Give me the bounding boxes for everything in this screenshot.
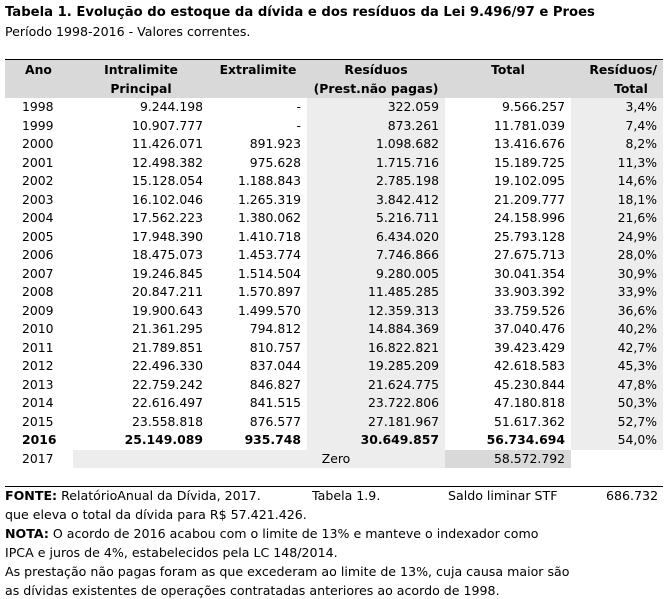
cell-year: 2006 (22, 247, 54, 263)
table-row (5, 413, 663, 432)
table-row (5, 135, 663, 154)
table-subtitle: Período 1998-2016 - Valores correntes. (5, 24, 251, 39)
cell-residuos: 27.181.967 (307, 413, 445, 432)
table-row (5, 265, 663, 284)
cell-residuos: 23.722.806 (307, 394, 445, 413)
fonte-label: FONTE: (5, 488, 58, 503)
cell-total: 56.734.694 (486, 432, 565, 448)
cell-year: 2001 (22, 154, 54, 170)
table-row (5, 302, 663, 321)
cell-residuos: 14.884.369 (307, 320, 445, 339)
cell-extralimite: 837.044 (249, 358, 301, 374)
table-row (5, 283, 663, 302)
cell-total: 27.675.713 (494, 247, 565, 263)
cell-extralimite: - (296, 99, 301, 115)
footer-line-6: as dívidas existentes de operações contratadas anteriores ao acordo de 1998. (5, 583, 500, 598)
cell-residuos-total: 7,4% (571, 117, 663, 136)
cell-total: 11.781.039 (494, 117, 565, 133)
cell-total: 58.572.792 (445, 450, 571, 469)
cell-intralimite: 11.426.071 (132, 136, 203, 152)
table-row (5, 191, 663, 210)
cell-total: 45.230.844 (494, 376, 565, 392)
cell-intralimite: 19.900.643 (132, 302, 203, 318)
cell-residuos: 11.485.285 (307, 283, 445, 302)
cell-extralimite: 1.514.504 (237, 265, 301, 281)
cell-extralimite: 1.570.897 (237, 284, 301, 300)
footer-line-5: As prestação não pagas foram as que excederam ao limite de 13%, cuja causa maior são (5, 564, 570, 579)
table-row (5, 209, 663, 228)
header-total: Total (491, 61, 525, 77)
table-row (5, 376, 663, 395)
cell-extralimite: 846.827 (249, 376, 301, 392)
cell-residuos-total: 11,3% (571, 154, 663, 173)
cell-extralimite: 841.515 (249, 395, 301, 411)
cell-year: 2000 (22, 136, 54, 152)
header-residuos-total: Resíduos/ (589, 61, 657, 77)
cell-extralimite: 1.499.570 (237, 302, 301, 318)
cell-residuos: 19.285.209 (307, 357, 445, 376)
cell-year: 2012 (22, 358, 54, 374)
cell-residuos-total: 14,6% (571, 172, 663, 191)
table-row (5, 339, 663, 358)
cell-intralimite: 21.361.295 (132, 321, 203, 337)
cell-residuos: 9.280.005 (307, 265, 445, 284)
cell-year: 2014 (22, 395, 54, 411)
cell-extralimite: 1.380.062 (237, 210, 301, 226)
cell-residuos-total: 52,7% (571, 413, 663, 432)
table-row (5, 172, 663, 191)
nota-text: O acordo de 2016 acabou com o limite de 13% e manteve o indexador como (48, 526, 539, 541)
cell-intralimite: 17.562.223 (132, 210, 203, 226)
cell-year: 2010 (22, 321, 54, 337)
cell-total: 9.566.257 (501, 99, 565, 115)
cell-total: 47.180.818 (494, 395, 565, 411)
cell-intralimite: 18.475.073 (132, 247, 203, 263)
cell-residuos-total: 8,2% (571, 135, 663, 154)
cell-residuos: 7.746.866 (307, 246, 445, 265)
cell-year: 2002 (22, 173, 54, 189)
cell-residuos-total: 54,0% (571, 431, 663, 450)
cell-total: 42.618.583 (494, 358, 565, 374)
cell-residuos: 1.715.716 (307, 154, 445, 173)
fonte-text: RelatórioAnual da Dívida, 2017. (57, 488, 261, 503)
cell-year: 2015 (22, 413, 54, 429)
table-title: Tabela 1. Evolução do estoque da dívida e dos resíduos da Lei 9.496/97 e Proes (5, 5, 595, 20)
cell-total: 33.759.526 (494, 302, 565, 318)
cell-year: 2011 (22, 339, 54, 355)
header-empty (209, 79, 307, 98)
cell-total: 21.209.777 (494, 191, 565, 207)
table-row (5, 228, 663, 247)
table-row (5, 246, 663, 265)
cell-total: 37.040.476 (494, 321, 565, 337)
cell-residuos: 30.649.857 (307, 431, 445, 450)
footer-saldo-value: 686.732 (606, 488, 659, 503)
cell-residuos-total: 21,6% (571, 209, 663, 228)
table-row (5, 117, 663, 136)
table-row (5, 431, 663, 450)
footer-saldo-label: Saldo liminar STF (448, 488, 558, 503)
cell-intralimite: 22.496.330 (132, 358, 203, 374)
cell-intralimite: 15.128.054 (132, 173, 203, 189)
cell-intralimite: 19.246.845 (132, 265, 203, 281)
cell-year: 2005 (22, 228, 54, 244)
cell-residuos-total: 47,8% (571, 376, 663, 395)
header-total-denominator: Total (614, 80, 648, 96)
footer-line-1 (5, 488, 261, 503)
cell-residuos: 322.059 (307, 98, 445, 117)
header-principal: Principal (110, 80, 172, 96)
header-extralimite: Extralimite (219, 61, 297, 77)
cell-residuos-total: 45,3% (571, 357, 663, 376)
cell-residuos: 1.098.682 (307, 135, 445, 154)
header-residuos: Resíduos (344, 61, 408, 77)
table-row (5, 394, 663, 413)
cell-residuos-total: 42,7% (571, 339, 663, 358)
cell-total: 30.041.354 (494, 265, 565, 281)
header-prest-nao-pagas: (Prest.não pagas) (313, 80, 439, 96)
cell-residuos: 3.842.412 (307, 191, 445, 210)
cell-year: 2008 (22, 284, 54, 300)
table-row (5, 357, 663, 376)
cell-total: 51.617.362 (494, 413, 565, 429)
cell-residuos-zero: Zero (73, 450, 445, 469)
nota-label: NOTA: (5, 526, 49, 541)
cell-total: 19.102.095 (494, 173, 565, 189)
cell-year: 1998 (22, 99, 54, 115)
cell-residuos-total: 33,9% (571, 283, 663, 302)
cell-residuos-total: 36,6% (571, 302, 663, 321)
table-row-2017 (5, 450, 663, 469)
footer-line-2: que eleva o total da dívida para R$ 57.421.426. (5, 507, 307, 522)
header-row-2 (5, 79, 663, 98)
cell-residuos-total: 28,0% (571, 246, 663, 265)
cell-extralimite: - (296, 117, 301, 133)
cell-residuos-total: 30,9% (571, 265, 663, 284)
cell-intralimite: 22.616.497 (132, 395, 203, 411)
header-row-1 (5, 60, 663, 79)
cell-extralimite: 935.748 (244, 432, 301, 448)
cell-year: 2013 (22, 376, 54, 392)
cell-residuos-total: 40,2% (571, 320, 663, 339)
cell-total: 25.793.128 (494, 228, 565, 244)
cell-total: 24.158.996 (494, 210, 565, 226)
cell-residuos: 873.261 (307, 117, 445, 136)
cell-intralimite: 21.789.851 (132, 339, 203, 355)
cell-intralimite: 10.907.777 (132, 117, 203, 133)
cell-residuos: 2.785.198 (307, 172, 445, 191)
cell-extralimite: 810.757 (249, 339, 301, 355)
cell-year: 2007 (22, 265, 54, 281)
cell-extralimite: 794.812 (249, 321, 301, 337)
cell-total: 39.423.429 (494, 339, 565, 355)
cell-intralimite: 23.558.818 (132, 413, 203, 429)
cell-year: 1999 (22, 117, 54, 133)
cell-residuos-total: 24,9% (571, 228, 663, 247)
cell-residuos: 16.822.821 (307, 339, 445, 358)
cell-residuos-total: 50,3% (571, 394, 663, 413)
debt-table (5, 60, 663, 468)
header-empty (445, 79, 571, 98)
cell-extralimite: 1.410.718 (237, 228, 301, 244)
cell-intralimite: 17.948.390 (132, 228, 203, 244)
footer-tabela: Tabela 1.9. (312, 488, 381, 503)
cell-residuos: 21.624.775 (307, 376, 445, 395)
table-bottom-rule (5, 486, 663, 487)
header-intralimite: Intralimite (104, 61, 178, 77)
cell-extralimite: 1.188.843 (237, 173, 301, 189)
cell-empty (571, 450, 663, 469)
cell-year: 2017 (22, 450, 54, 466)
cell-year: 2009 (22, 302, 54, 318)
cell-residuos: 5.216.711 (307, 209, 445, 228)
footer-nota (5, 526, 538, 541)
cell-residuos: 6.434.020 (307, 228, 445, 247)
cell-intralimite: 16.102.046 (132, 191, 203, 207)
cell-extralimite: 1.453.774 (237, 247, 301, 263)
cell-extralimite: 891.923 (249, 136, 301, 152)
cell-intralimite: 25.149.089 (124, 432, 203, 448)
cell-residuos-total: 18,1% (571, 191, 663, 210)
table-row (5, 320, 663, 339)
table-row (5, 98, 663, 117)
cell-total: 15.189.725 (494, 154, 565, 170)
cell-intralimite: 9.244.198 (139, 99, 203, 115)
cell-total: 13.416.676 (494, 136, 565, 152)
header-empty (5, 79, 73, 98)
cell-year: 2004 (22, 210, 54, 226)
cell-extralimite: 1.265.319 (237, 191, 301, 207)
table-row (5, 154, 663, 173)
cell-intralimite: 12.498.382 (132, 154, 203, 170)
footer-line-4: IPCA e juros de 4%, estabelecidos pela LC 148/2014. (5, 545, 338, 560)
cell-total: 33.903.392 (494, 284, 565, 300)
cell-intralimite: 22.759.242 (132, 376, 203, 392)
cell-intralimite: 20.847.211 (132, 284, 203, 300)
cell-residuos-total: 3,4% (571, 98, 663, 117)
cell-extralimite: 975.628 (249, 154, 301, 170)
cell-year: 2003 (22, 191, 54, 207)
cell-extralimite: 876.577 (249, 413, 301, 429)
cell-year: 2016 (22, 432, 57, 448)
header-ano: Ano (25, 61, 52, 77)
cell-residuos: 12.359.313 (307, 302, 445, 321)
